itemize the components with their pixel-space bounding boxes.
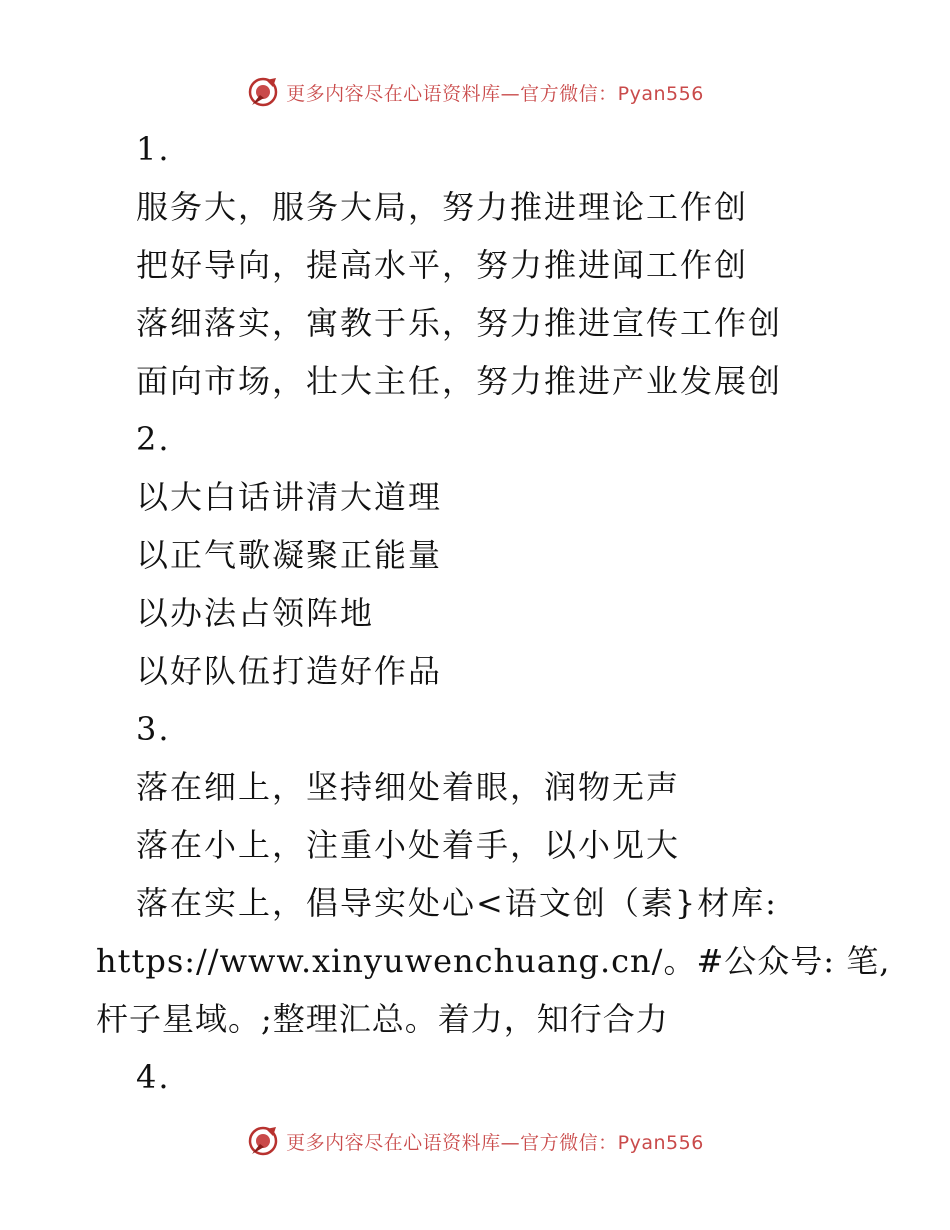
text-line: 杆子星域。;整理汇总。着力，知行合力 [96,1000,669,1038]
text-line: 以正气歌凝聚正能量 [136,536,443,574]
text-line: 以办法占领阵地 [136,594,375,632]
banner-text: 更多内容尽在心语资料库—官方微信：Pyan556 [286,1131,704,1154]
pen-seal-icon [246,75,280,109]
header-banner [0,72,950,112]
text-line: 4. [136,1058,171,1096]
banner-text: 更多内容尽在心语资料库—官方微信：Pyan556 [286,82,704,105]
text-line: 服务大，服务大局，努力推进理论工作创 [136,188,749,226]
footer-banner [0,1121,950,1161]
text-line: 落在小上，注重小处着手，以小见大 [136,826,681,864]
text-line: 把好导向，提高水平，努力推进闻工作创 [136,246,749,284]
pen-seal-icon [246,1124,280,1158]
text-line: 3. [136,710,171,748]
text-line: 以好队伍打造好作品 [136,652,443,690]
text-line: 2. [136,420,171,458]
text-line: 以大白话讲清大道理 [136,478,443,516]
text-line: 面向市场，壮大主任，努力推进产业发展创 [136,362,783,400]
text-line: 落在细上，坚持细处着眼，润物无声 [136,768,681,806]
text-line: 落细落实，寓教于乐，努力推进宣传工作创 [136,304,783,342]
text-line: 落在实上，倡导实处心<语文创（素}材库: [136,884,778,922]
document-body [0,120,950,1106]
text-line-url: https://www.xinyuwenchuang.cn/。#公众号: 笔, [96,942,891,980]
text-line: 1. [136,130,171,168]
